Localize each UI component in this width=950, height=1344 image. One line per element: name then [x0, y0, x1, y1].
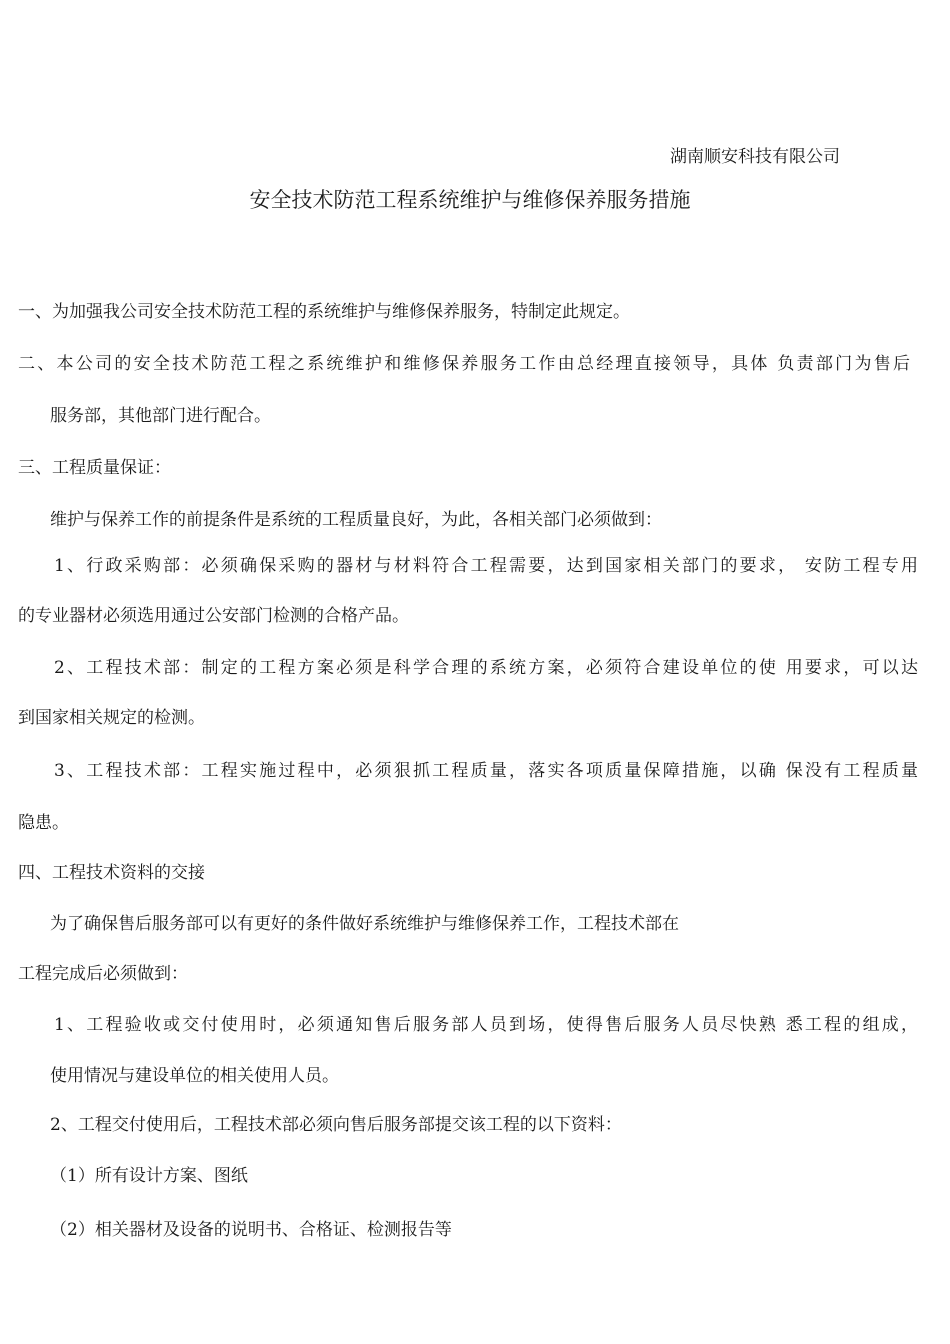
section-3-item-1-line-1: 1、行政采购部：必须确保采购的器材与材料符合工程需要，达到国家相关部门的要求， 安防工程专用: [54, 556, 918, 576]
section-3-item-3-line-2: 隐患。: [18, 813, 69, 833]
company-name: 湖南顺安科技有限公司: [670, 147, 840, 167]
section-3-item-2-line-1: 2、工程技术部：制定的工程方案必须是科学合理的系统方案，必须符合建设单位的使 用要求，可以达: [54, 658, 918, 678]
section-4-item-1-line-1: 1、工程验收或交付使用时，必须通知售后服务部人员到场，使得售后服务人员尽快熟 悉工程的组成，: [54, 1015, 918, 1035]
document-title: 安全技术防范工程系统维护与维修保养服务措施: [249, 188, 691, 212]
section-3-item-3-line-1: 3、工程技术部：工程实施过程中，必须狠抓工程质量，落实各项质量保障措施，以确 保没有工程质量: [54, 761, 918, 781]
section-2-line-1: 二、本公司的安全技术防范工程之系统维护和维修保养服务工作由总经理直接领导，具体 负责部门为售后: [18, 354, 910, 374]
section-3-intro: 维护与保养工作的前提条件是系统的工程质量良好，为此，各相关部门必须做到：: [50, 510, 662, 530]
section-4-intro-line-1: 为了确保售后服务部可以有更好的条件做好系统维护与维修保养工作，工程技术部在: [50, 914, 679, 934]
section-3-item-1-line-2: 的专业器材必须选用通过公安部门检测的合格产品。: [18, 606, 409, 626]
section-1-text: 一、为加强我公司安全技术防范工程的系统维护与维修保养服务，特制定此规定。: [18, 302, 630, 322]
section-2-line-2: 服务部，其他部门进行配合。: [50, 406, 271, 426]
section-4-sub-item-1: （1）所有设计方案、图纸: [50, 1166, 248, 1186]
section-4-intro-line-2: 工程完成后必须做到：: [18, 964, 188, 984]
section-3-heading: 三、工程质量保证：: [18, 458, 171, 478]
section-4-item-2: 2、工程交付使用后，工程技术部必须向售后服务部提交该工程的以下资料：: [50, 1115, 622, 1135]
section-4-sub-item-2: （2）相关器材及设备的说明书、合格证、检测报告等: [50, 1220, 452, 1240]
section-3-item-2-line-2: 到国家相关规定的检测。: [18, 708, 205, 728]
section-4-heading: 四、工程技术资料的交接: [18, 863, 205, 883]
section-4-item-1-line-2: 使用情况与建设单位的相关使用人员。: [50, 1066, 339, 1086]
